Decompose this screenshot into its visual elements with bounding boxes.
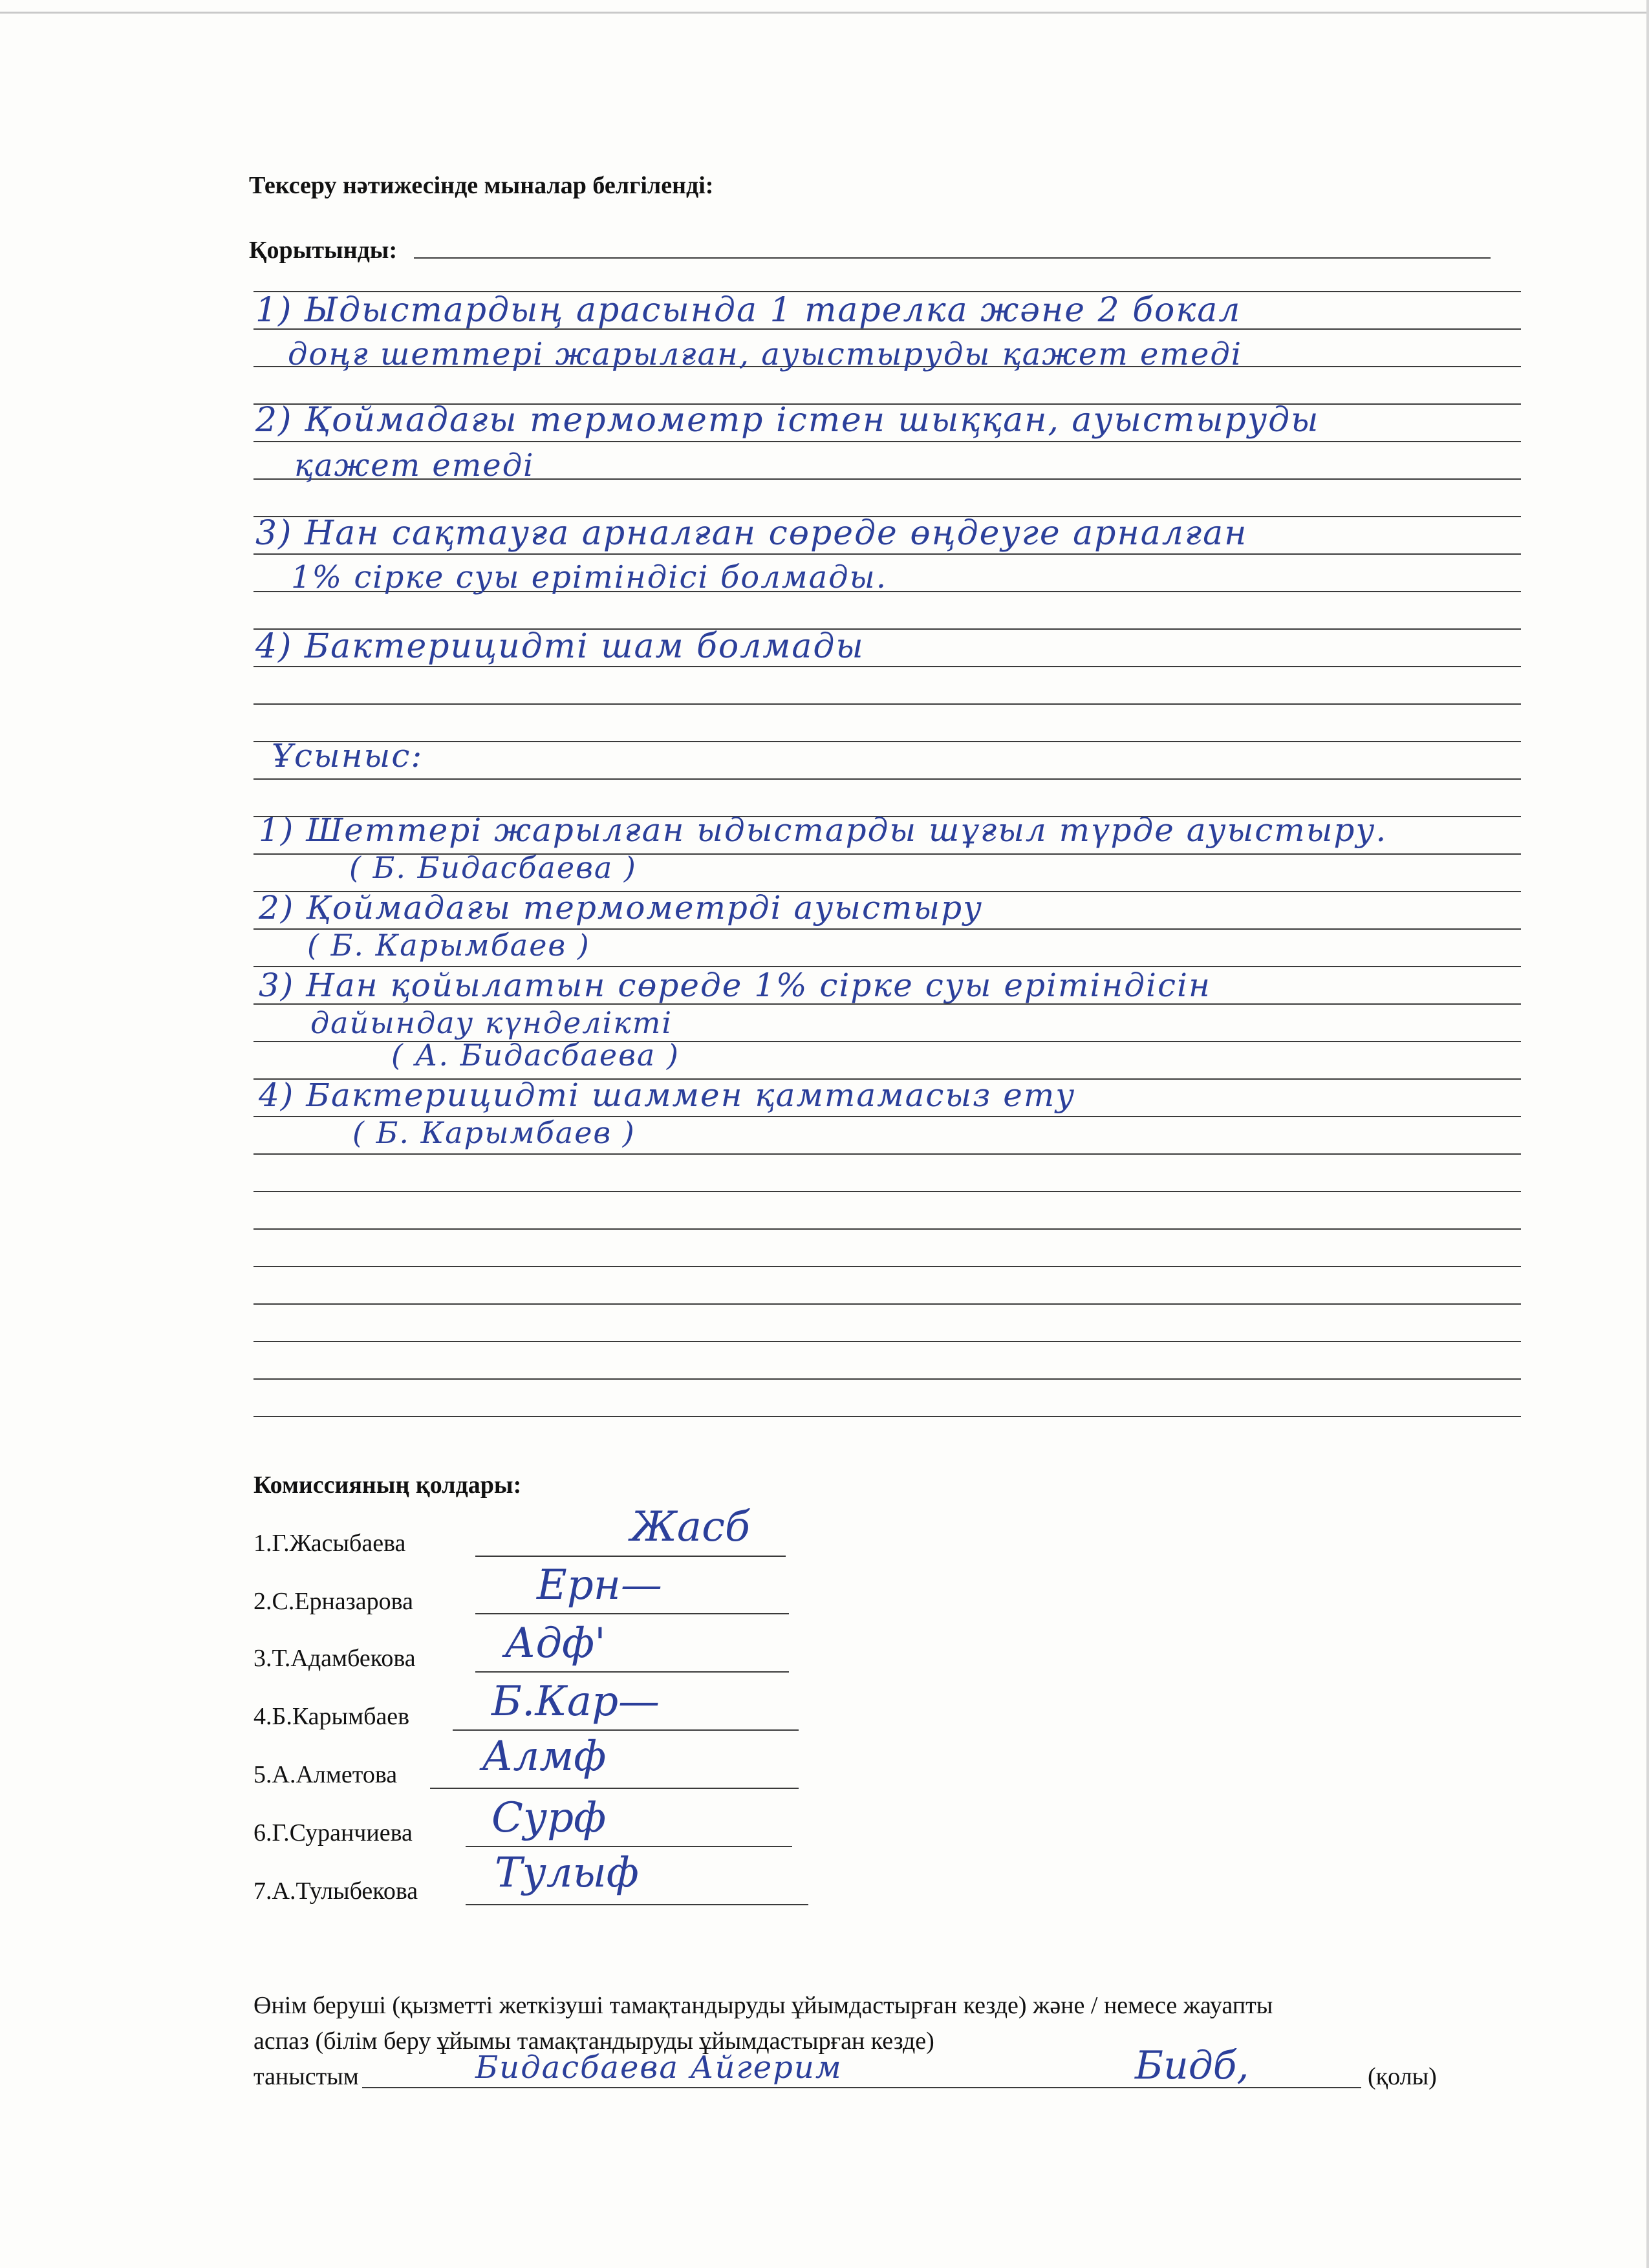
proposal-3-text-2: дайындау күнделікті bbox=[310, 1005, 673, 1040]
member-name: 7.А.Тулыбекова bbox=[253, 1878, 418, 1905]
member-name: 1.Г.Жасыбаева bbox=[253, 1530, 406, 1557]
scan-edge-top bbox=[0, 12, 1649, 14]
finding-1-line-2: доңғ шеттері жарылған, ауыстыруды қажет етеді bbox=[288, 336, 1243, 372]
proposal-3-text: 3) Нан қойылатын сөреде 1% сірке суы ерітіндісін bbox=[259, 967, 1211, 1004]
finding-2-line-1: 2) Қоймадағы термометр істен шыққан, ауыстыруды bbox=[255, 401, 1320, 440]
proposal-1-text: 1) Шеттері жарылған ыдыстарды шұғыл түрде ауыстыру. bbox=[259, 811, 1388, 849]
conclusion-label: Қорытынды: bbox=[249, 237, 398, 264]
member-name: 5.А.Алметова bbox=[253, 1761, 398, 1788]
acquainted-handwritten-name: Бидасбаева Айгерим bbox=[475, 2049, 843, 2086]
proposal-4-responsible: ( Б. Карымбаев ) bbox=[352, 1115, 636, 1150]
proposal-2-responsible: ( Б. Карымбаев ) bbox=[307, 928, 590, 963]
finding-1-line-1: 1) Ыдыстардың арасында 1 тарелка және 2 бокал bbox=[255, 291, 1242, 330]
member-signature: Ерн— bbox=[537, 1561, 662, 1609]
member-name: 4.Б.Карымбаев bbox=[253, 1703, 410, 1730]
member-name: 6.Г.Суранчиева bbox=[253, 1819, 413, 1846]
proposal-3-responsible: ( А. Бидасбаева ) bbox=[391, 1038, 680, 1073]
proposal-1-responsible: ( Б. Бидасбаева ) bbox=[349, 850, 637, 885]
proposal-2-text: 2) Қоймадағы термометрді ауыстыру bbox=[259, 889, 984, 926]
member-signature: Адф' bbox=[504, 1620, 606, 1667]
finding-2-line-2: қажет етеді bbox=[294, 447, 535, 484]
sign-label: (қолы) bbox=[1368, 2063, 1437, 2090]
member-signature: Тулыф bbox=[495, 1849, 639, 1897]
member-signature: Жасб bbox=[630, 1503, 750, 1551]
member-signature: Алмф bbox=[482, 1733, 607, 1781]
finding-4-line-1: 4) Бактерицидті шам болмады bbox=[255, 627, 865, 666]
member-name: 2.С.Ерназарова bbox=[253, 1588, 413, 1615]
scan-edge-right bbox=[1646, 0, 1649, 2268]
finding-3-line-2: 1% сірке суы ерітіндісі болмады. bbox=[291, 559, 887, 595]
conclusion-rule bbox=[414, 257, 1491, 259]
footer-line-2: аспаз (білім беру ұйымы тамақтандыруды ұйымдастырған кезде) bbox=[253, 2027, 934, 2055]
member-name: 3.Т.Адамбекова bbox=[253, 1645, 416, 1672]
proposal-label: Ұсыныс: bbox=[272, 737, 424, 775]
member-signature: Сурф bbox=[491, 1794, 607, 1842]
inspection-title: Тексеру нәтижесінде мыналар белгіленді: bbox=[249, 172, 714, 199]
acquainted-signature: Бидб, bbox=[1135, 2043, 1249, 2088]
proposal-4-text: 4) Бактерицидті шаммен қамтамасыз ету bbox=[259, 1076, 1076, 1114]
finding-3-line-1: 3) Нан сақтауға арналған сөреде өңдеуге арналған bbox=[255, 514, 1248, 553]
footer-line-1: Өнім беруші (қызметті жеткізуші тамақтандыруды ұйымдастырған кезде) және / немесе жауапты bbox=[253, 1992, 1273, 2019]
member-signature: Б.Кар— bbox=[491, 1678, 660, 1726]
commission-title: Комиссияның қолдары: bbox=[253, 1471, 522, 1499]
acquainted-label: таныстым bbox=[253, 2063, 359, 2090]
